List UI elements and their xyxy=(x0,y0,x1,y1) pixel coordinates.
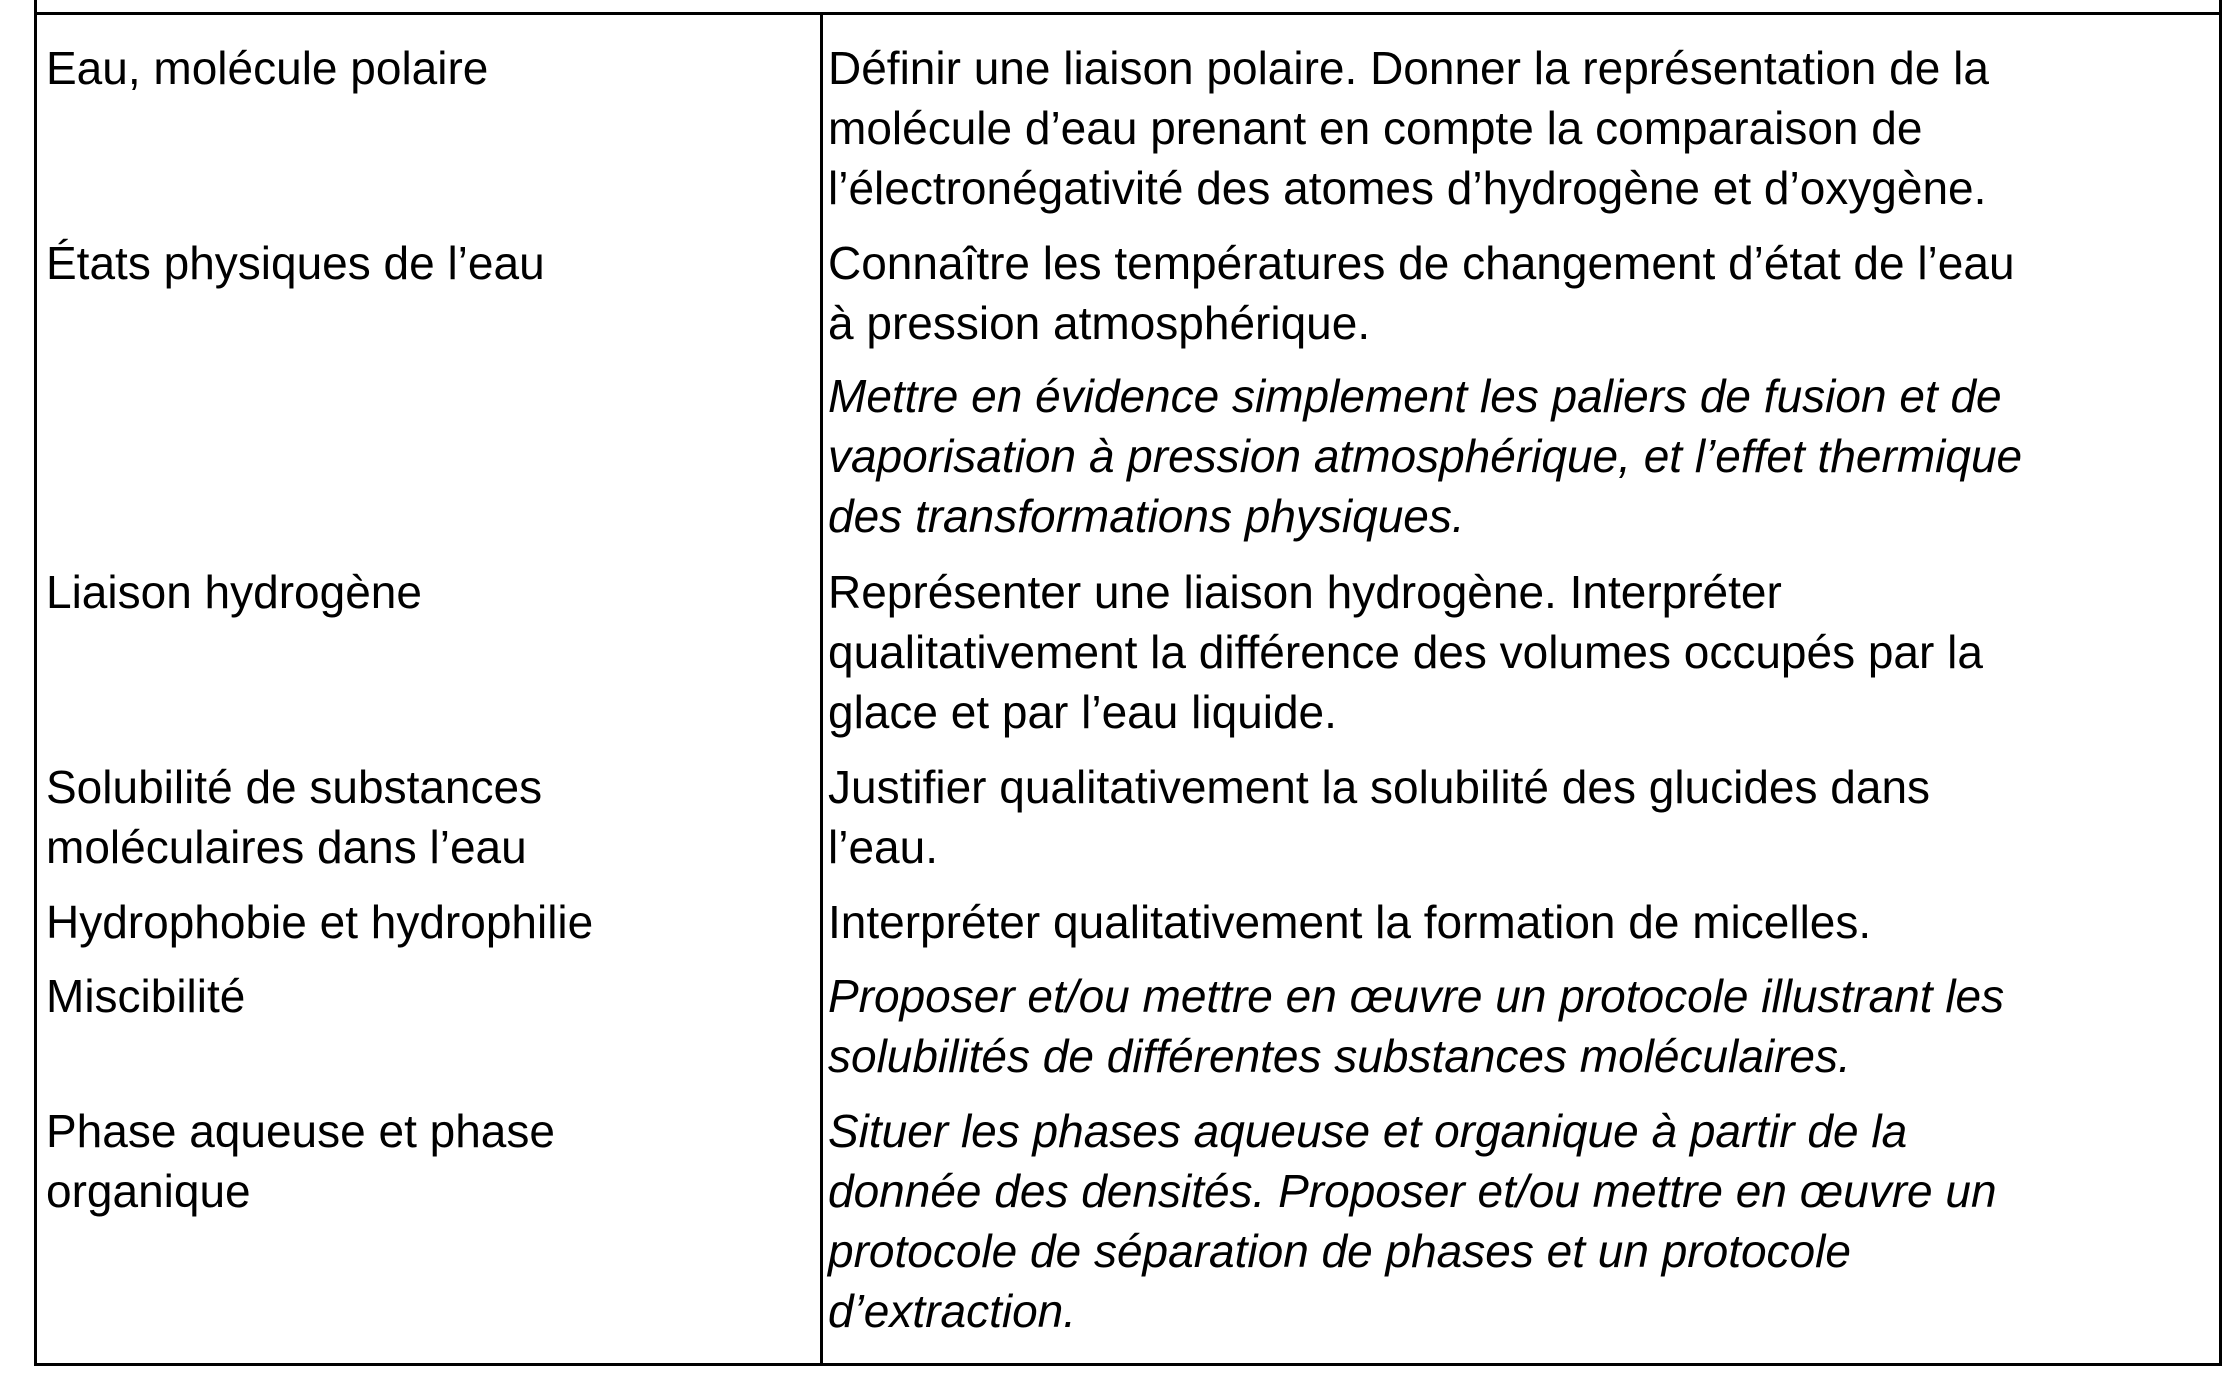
notion-cell xyxy=(46,892,806,952)
notion-text: Hydrophobie et hydrophilie xyxy=(46,896,594,948)
capacity-text: l’eau. xyxy=(828,821,938,873)
capacity-text: Proposer et/ou mettre en œuvre un protocole illustrant les xyxy=(828,970,2005,1022)
column-divider xyxy=(820,12,823,1363)
capacity-text: Interpréter qualitativement la formation de micelles. xyxy=(828,896,1872,948)
capacity-text: Représenter une liaison hydrogène. Interpréter xyxy=(828,566,1782,618)
notion-cell xyxy=(46,966,806,1026)
capacity-cell xyxy=(828,233,2216,353)
capacity-text: solubilités de différentes substances moléculaires. xyxy=(828,1030,1851,1082)
capacity-text: des transformations physiques. xyxy=(828,490,1465,542)
notion-cell xyxy=(46,38,806,98)
notion-text: Eau, molécule polaire xyxy=(46,42,489,94)
capacity-cell xyxy=(828,757,2216,877)
capacity-text: protocole de séparation de phases et un protocole xyxy=(828,1225,1851,1277)
notion-cell xyxy=(46,757,806,877)
capacity-text: Justifier qualitativement la solubilité des glucides dans xyxy=(828,761,1931,813)
capacity-text: l’électronégativité des atomes d’hydrogène et d’oxygène. xyxy=(828,162,1987,214)
capacity-text: vaporisation à pression atmosphérique, et l’effet thermique xyxy=(828,430,2023,482)
capacity-text: d’extraction. xyxy=(828,1285,1077,1337)
capacity-text: donnée des densités. Proposer et/ou mettre en œuvre un xyxy=(828,1165,1997,1217)
notion-text: organique xyxy=(46,1165,251,1217)
notion-text: États physiques de l’eau xyxy=(46,237,545,289)
notion-text: Solubilité de substances xyxy=(46,761,543,813)
notion-cell xyxy=(46,562,806,622)
notion-text: Miscibilité xyxy=(46,970,246,1022)
capacity-text: molécule d’eau prenant en compte la comparaison de xyxy=(828,102,1923,154)
notion-cell xyxy=(46,1101,806,1221)
curriculum-table xyxy=(34,0,2222,1366)
capacity-cell-practical xyxy=(828,1101,2216,1341)
capacity-text: Connaître les températures de changement d’état de l’eau xyxy=(828,237,2015,289)
capacity-text: qualitativement la différence des volumes occupés par la xyxy=(828,626,1983,678)
capacity-text: Situer les phases aqueuse et organique à partir de la xyxy=(828,1105,1908,1157)
capacity-cell xyxy=(828,38,2216,218)
capacity-cell xyxy=(828,892,2216,952)
capacity-text: Définir une liaison polaire. Donner la représentation de la xyxy=(828,42,1989,94)
notion-cell xyxy=(46,233,806,293)
capacity-cell-practical xyxy=(828,366,2216,546)
table-top-border xyxy=(37,12,2219,15)
capacity-text: glace et par l’eau liquide. xyxy=(828,686,1337,738)
capacity-text: à pression atmosphérique. xyxy=(828,297,1371,349)
capacity-text: Mettre en évidence simplement les paliers de fusion et de xyxy=(828,370,2002,422)
capacity-cell-practical xyxy=(828,966,2216,1086)
capacity-cell xyxy=(828,562,2216,742)
notion-text: moléculaires dans l’eau xyxy=(46,821,527,873)
notion-text: Phase aqueuse et phase xyxy=(46,1105,555,1157)
notion-text: Liaison hydrogène xyxy=(46,566,422,618)
